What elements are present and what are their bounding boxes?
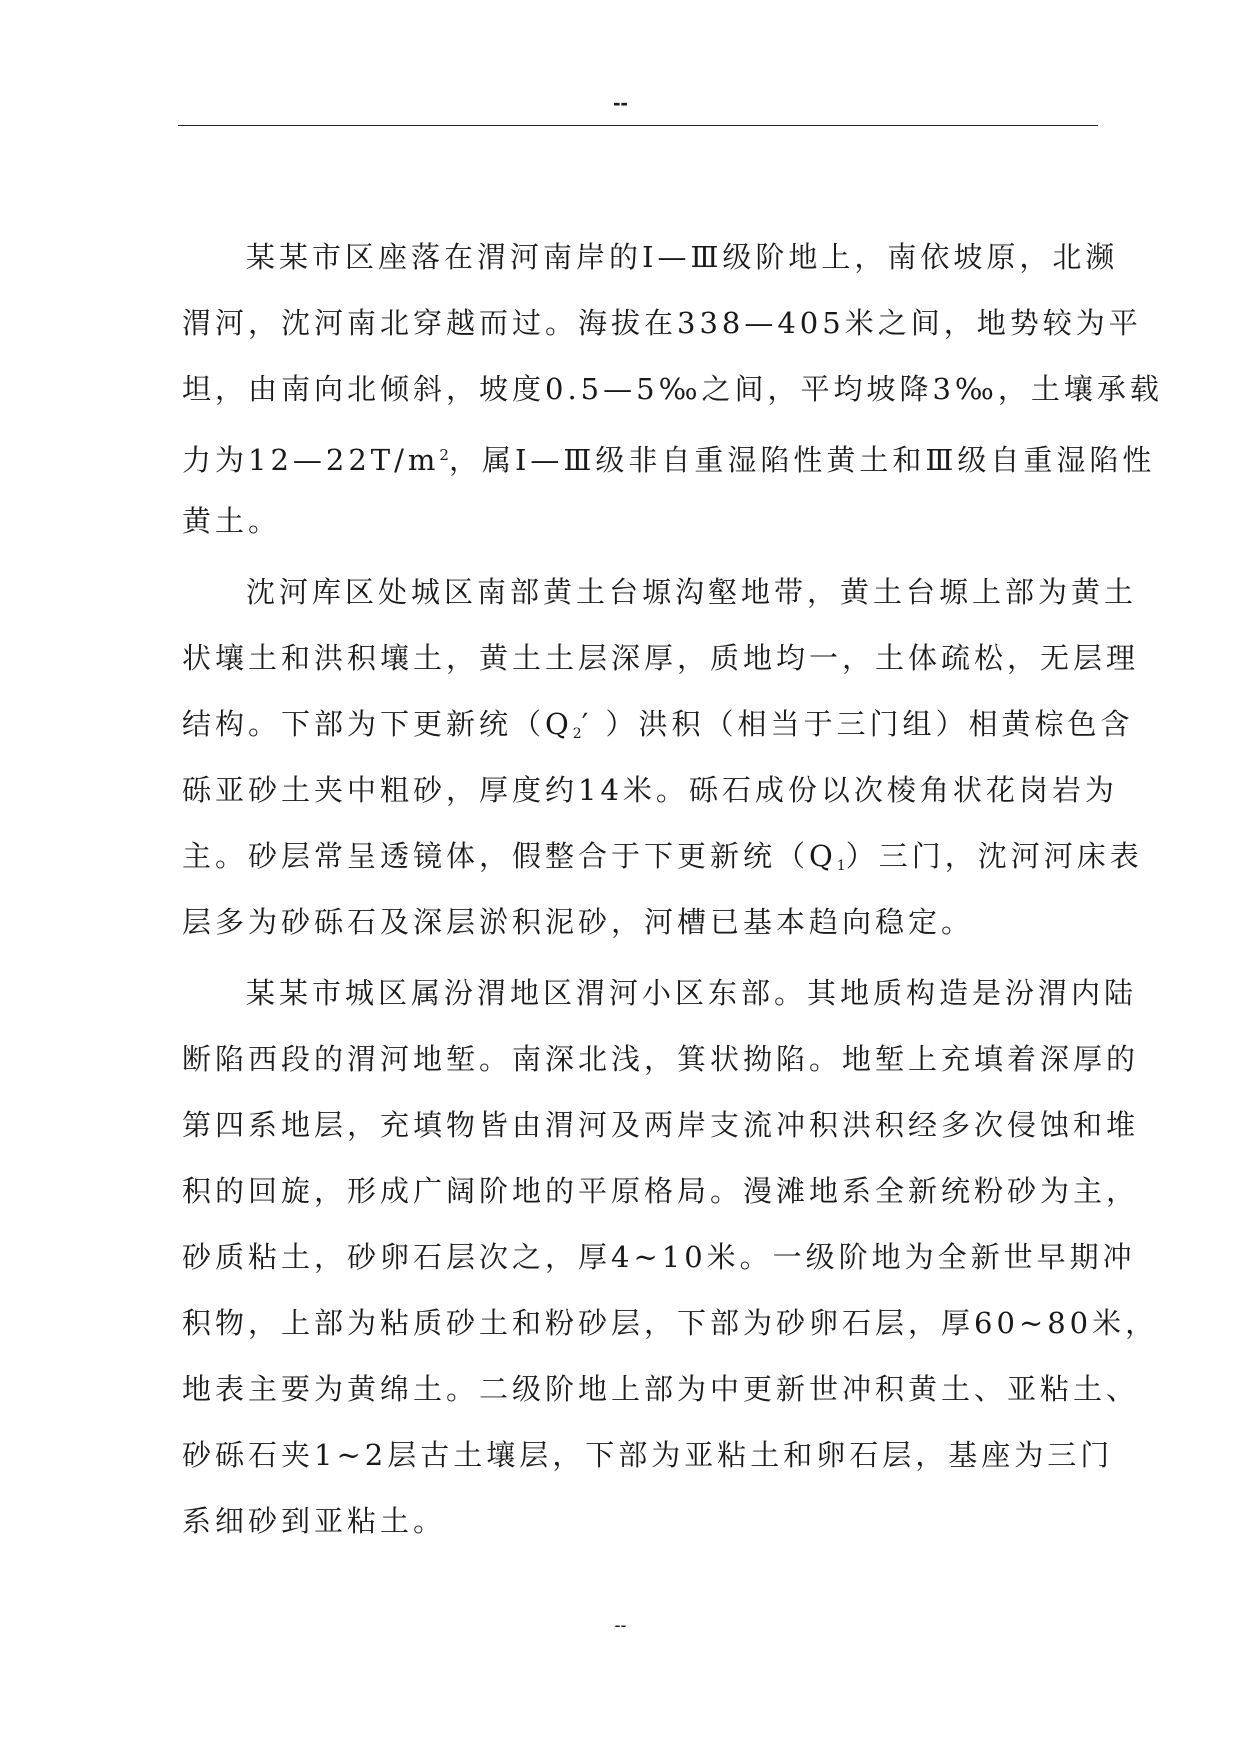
paragraph-3-line-3: 第四系地层，充填物皆由渭河及两岸支流冲积洪积经多次侵蚀和堆 <box>182 1108 1140 1142</box>
line-text: ）三门，沈河河床表 <box>845 839 1143 873</box>
paragraph-2-line-3 <box>182 691 1134 757</box>
paragraph-2-line-6: 层多为砂砾石及深层淤积泥砂，河槽已基本趋向稳定。 <box>182 905 975 939</box>
paragraph-3-line-6: 积物，上部为粘质砂土和粉砂层，下部为砂卵石层，厚60~80米， <box>182 1306 1159 1340</box>
subscript: 2 <box>572 726 582 742</box>
line-text: 结构。下部为下更新统（Q <box>182 707 573 741</box>
paragraph-3-line-8: 砂砾石夹1~2层古土壤层，下部为亚粘土和卵石层，基座为三门 <box>182 1438 1114 1472</box>
line-text: ，属Ⅰ—Ⅲ级非自重湿陷性黄土和Ⅲ级自重湿陷性 <box>448 443 1156 477</box>
paragraph-1-line-5: 黄土。 <box>182 504 282 538</box>
line-text: ′ ）洪积（相当于三门组）相黄棕色含 <box>581 707 1134 741</box>
paragraph-3-line-2: 断陷西段的渭河地堑。南深北浅，箕状拗陷。地堑上充填着深厚的 <box>182 1042 1140 1076</box>
paragraph-2 <box>182 559 1143 955</box>
paragraph-3-line-4: 积的回旋，形成广阔阶地的平原格局。漫滩地系全新统粉砂为主， <box>182 1174 1140 1208</box>
paragraph-1-line-3: 坦，由南向北倾斜，坡度0.5—5‰之间，平均坡降3‰，土壤承载 <box>182 372 1163 406</box>
header-rule <box>178 125 1098 126</box>
subscript: 1 <box>836 858 846 874</box>
paragraph-3 <box>182 960 1159 1554</box>
document-body <box>182 224 1163 1559</box>
line-text: 力为12—22T/m <box>182 443 440 477</box>
superscript: 2 <box>439 446 449 464</box>
paragraph-2-line-4: 砾亚砂土夹中粗砂，厚度约14米。砾石成份以次棱角状花岗岩为 <box>182 773 1118 807</box>
paragraph-1-line-4 <box>182 422 1156 488</box>
paragraph-3-line-9: 系细砂到亚粘土。 <box>182 1504 447 1538</box>
line-text: 主。砂层常呈透镜体，假整合于下更新统（Q <box>182 839 837 873</box>
paragraph-2-line-2: 状壤土和洪积壤土，黄土土层深厚，质地均一，土体疏松，无层理 <box>182 641 1140 675</box>
paragraph-3-line-7: 地表主要为黄绵土。二级阶地上部为中更新世冲积黄土、亚粘土、 <box>182 1372 1140 1406</box>
paragraph-1-line-2: 渭河，沈河南北穿越而过。海拔在338—405米之间，地势较为平 <box>182 306 1142 340</box>
page-footer-mark: -- <box>614 1615 627 1635</box>
paragraph-1-line-1: 某某市区座落在渭河南岸的Ⅰ—Ⅲ级阶地上，南依坡原，北濒 <box>246 240 1119 274</box>
paragraph-3-line-1: 某某市城区属汾渭地区渭河小区东部。其地质构造是汾渭内陆 <box>246 976 1138 1010</box>
page-header-mark: -- <box>613 90 628 115</box>
paragraph-3-line-5: 砂质粘土，砂卵石层次之，厚4~10米。一级阶地为全新世早期冲 <box>182 1240 1136 1274</box>
paragraph-2-line-5 <box>182 823 1143 889</box>
paragraph-1 <box>182 224 1163 554</box>
paragraph-2-line-1: 沈河库区处城区南部黄土台塬沟壑地带，黄土台塬上部为黄土 <box>246 575 1138 609</box>
